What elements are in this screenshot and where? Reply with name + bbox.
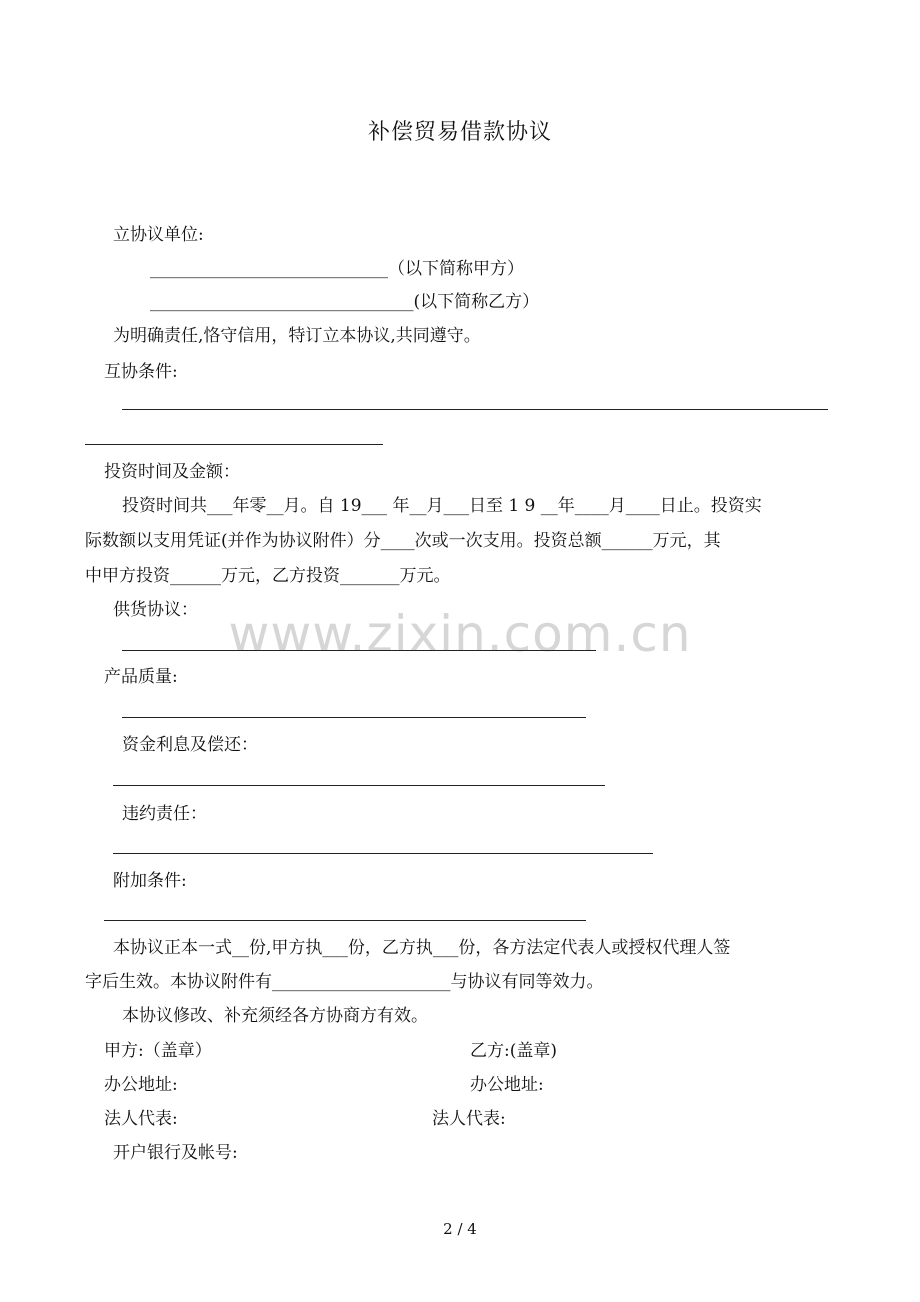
interest-blank [113,785,605,786]
amendment-text: 本协议修改、补充须经各方协商方有效。 [122,1006,428,1026]
legal-rep-b: 法人代表: [432,1109,506,1129]
investment-text-line-1: 投资时间共___年零__月。自 19___ 年__月___日至 1 9 __年____月____日止。投资实 [122,496,762,516]
supply-heading: 供货协议： [113,600,198,620]
bank-account: 开户银行及帐号: [113,1143,238,1163]
copies-line-2: 字后生效。本协议附件有_____________________与协议有同等效力。 [85,972,604,992]
mutual-terms-blank-1 [122,409,828,410]
mutual-terms-heading: 互协条件: [104,362,178,382]
party-a-line: ____________________________（以下简称甲方） [150,259,524,279]
office-address-b: 办公地址: [470,1075,544,1095]
party-b-line: _______________________________(以下简称乙方） [150,292,540,312]
supply-blank [122,650,596,651]
parties-heading: 立协议单位: [113,225,204,245]
party-b-seal: 乙方:(盖章) [470,1041,557,1061]
breach-heading: 违约责任： [122,804,207,824]
copies-line-1: 本协议正本一式__份,甲方执___份，乙方执___份，各方法定代表人或授权代理人签 [113,938,731,958]
page-number: 2 / 4 [443,1220,477,1238]
additional-blank [104,920,586,921]
quality-heading: 产品质量: [104,667,178,687]
breach-blank [113,853,653,854]
legal-rep-a: 法人代表: [104,1109,178,1129]
document-title: 补偿贸易借款协议 [367,120,552,145]
mutual-terms-blank-2 [85,444,383,445]
interest-heading: 资金利息及偿还： [122,735,258,755]
investment-text-line-2: 际数额以支用凭证(并作为协议附件）分____次或一次支用。投资总额______万元，其 [85,531,721,551]
quality-blank [122,717,586,718]
watermark: www.zixin.com.cn [228,605,692,663]
investment-text-line-3: 中甲方投资______万元，乙方投资_______万元。 [85,566,451,586]
additional-heading: 附加条件: [113,871,187,891]
preamble: 为明确责任,恪守信用，特订立本协议,共同遵守。 [113,326,481,346]
investment-heading: 投资时间及金额： [104,462,240,482]
office-address-a: 办公地址: [104,1075,178,1095]
party-a-seal: 甲方:（盖章） [104,1041,212,1061]
